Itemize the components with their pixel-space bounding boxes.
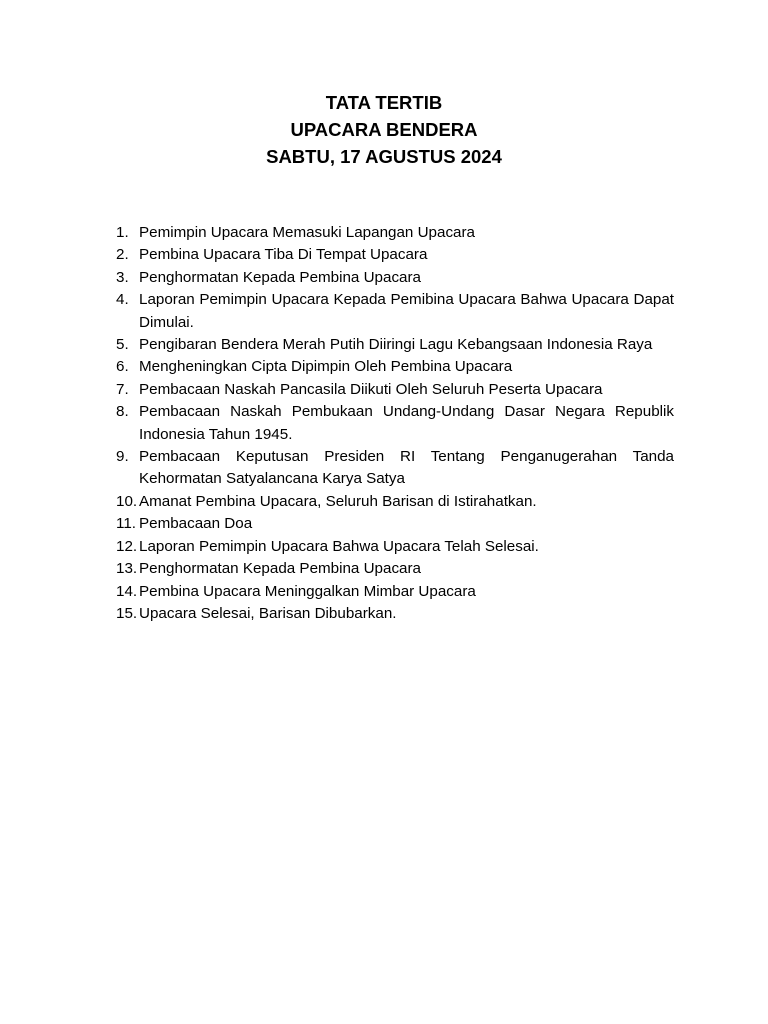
list-item	[116, 267, 674, 289]
title-line-heading: TATA TERTIB	[325, 92, 443, 113]
list-item	[116, 334, 674, 356]
item-number: 6.	[116, 358, 129, 376]
list-item	[116, 379, 674, 401]
item-number: 7.	[116, 380, 129, 398]
item-number: 9.	[116, 448, 129, 466]
list-item	[116, 536, 674, 558]
item-number: 14.	[116, 582, 138, 600]
list-item	[116, 491, 674, 513]
item-number: 11.	[116, 515, 136, 533]
title-line-event: UPACARA BENDERA	[290, 119, 478, 140]
list-item	[116, 356, 674, 378]
list-item	[116, 222, 674, 244]
item-number: 15.	[116, 604, 138, 622]
list-item	[116, 603, 674, 625]
item-text: Pengibaran Bendera Merah Putih Diiringi Lagu Kebangsaan Indonesia Raya	[139, 336, 653, 354]
item-text: Upacara Selesai, Barisan Dibubarkan.	[139, 604, 397, 622]
item-text: Pembina Upacara Tiba Di Tempat Upacara	[139, 246, 428, 264]
title-line-date: SABTU, 17 AGUSTUS 2024	[266, 146, 502, 167]
item-text: Pembacaan Doa	[139, 515, 253, 533]
item-number: 10.	[116, 492, 138, 510]
item-number: 2.	[116, 246, 129, 264]
item-text: Laporan Pemimpin Upacara Kepada Pemibina Upacara Bahwa Upacara Dapat Dimulai.	[139, 291, 674, 331]
item-number: 4.	[116, 291, 129, 309]
item-number: 12.	[116, 537, 138, 555]
item-number: 8.	[116, 403, 129, 421]
item-text: Mengheningkan Cipta Dipimpin Oleh Pembina Upacara	[139, 358, 513, 376]
list-item	[116, 244, 674, 266]
item-number: 3.	[116, 268, 129, 286]
item-text: Pembina Upacara Meninggalkan Mimbar Upacara	[139, 582, 476, 600]
item-text: Pembacaan Naskah Pembukaan Undang-Undang Dasar Negara Republik Indonesia Tahun 1945.	[139, 403, 674, 443]
list-item	[116, 558, 674, 580]
item-number: 13.	[116, 560, 138, 578]
item-text: Laporan Pemimpin Upacara Bahwa Upacara Telah Selesai.	[139, 537, 539, 555]
item-text: Amanat Pembina Upacara, Seluruh Barisan di Istirahatkan.	[139, 492, 537, 510]
item-text: Penghormatan Kepada Pembina Upacara	[139, 560, 421, 578]
list-item	[116, 446, 674, 491]
item-number: 5.	[116, 336, 129, 354]
document-title	[0, 89, 768, 170]
list-item	[116, 401, 674, 446]
item-text: Pembacaan Keputusan Presiden RI Tentang Penganugerahan Tanda Kehormatan Satyalancana Karya Satya	[139, 448, 674, 488]
list-item	[116, 513, 674, 535]
list-item	[116, 289, 674, 334]
item-text: Pembacaan Naskah Pancasila Diikuti Oleh Seluruh Peserta Upacara	[139, 380, 603, 398]
item-number: 1.	[116, 224, 129, 241]
agenda-list	[116, 222, 674, 625]
list-item	[116, 581, 674, 603]
item-text: Penghormatan Kepada Pembina Upacara	[139, 268, 421, 286]
item-text: Pemimpin Upacara Memasuki Lapangan Upacara	[139, 224, 475, 241]
